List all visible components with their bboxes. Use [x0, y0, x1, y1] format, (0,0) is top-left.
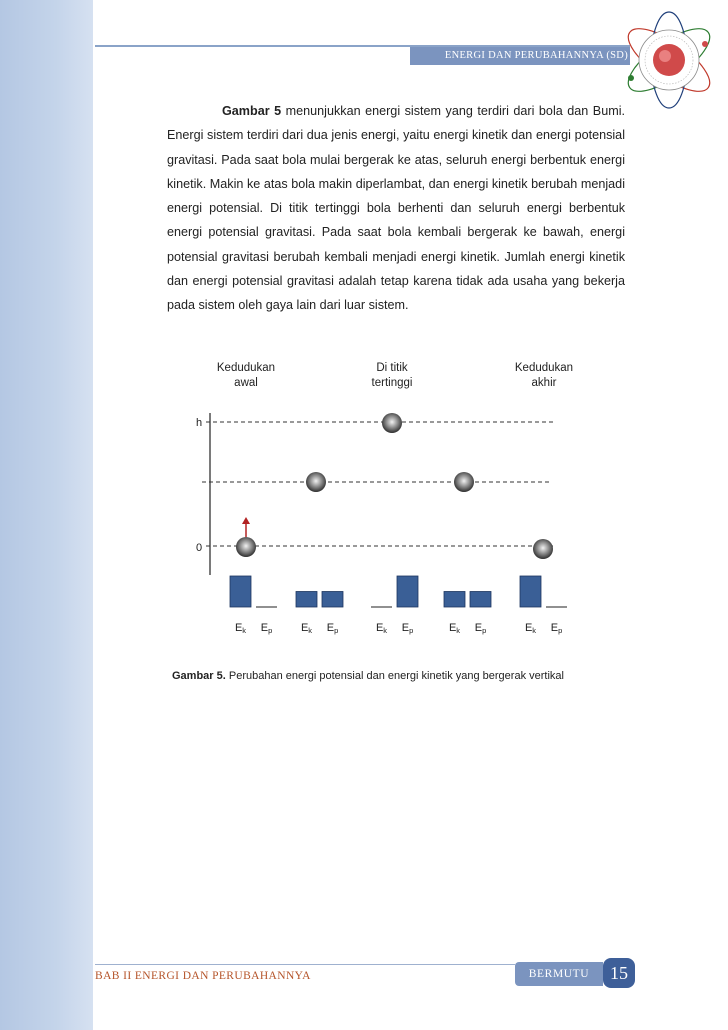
- energy-label-ep-3: Ep: [401, 622, 414, 635]
- energy-label-ep-5: Ep: [550, 622, 563, 635]
- energy-bar-ep-3: [397, 576, 418, 607]
- side-decoration-strip: [0, 0, 93, 1030]
- energy-label-ek-2: Ek: [300, 622, 313, 635]
- energy-label-ep-2: Ep: [326, 622, 339, 635]
- page-number: 15: [610, 963, 628, 983]
- atom-seal-logo: [617, 8, 721, 112]
- energy-bar-ek-1: [230, 576, 251, 607]
- running-header-title: ENERGI DAN PERUBAHANNYA (SD): [444, 50, 628, 61]
- energy-bar-ek-5: [520, 576, 541, 607]
- caption-label: Gambar 5.: [172, 670, 226, 682]
- ball-rising: [306, 472, 326, 492]
- energy-bar-ep-4: [470, 592, 491, 608]
- footer-chapter-title: BAB II ENERGI DAN PERUBAHANNYA: [95, 970, 311, 982]
- footer-badge-label: BERMUTU: [528, 968, 590, 980]
- figure-caption: [172, 669, 632, 683]
- energy-label-ek-4: Ek: [448, 622, 461, 635]
- axis-label-h: h: [196, 417, 203, 429]
- energy-bar-ek-2: [296, 592, 317, 608]
- axis-label-zero: 0: [196, 542, 203, 554]
- position-label-end-line2: akhir: [531, 377, 557, 389]
- ball-end: [533, 539, 553, 559]
- paragraph-lead: Gambar 5: [222, 104, 282, 118]
- energy-bar-ek-4: [444, 592, 465, 608]
- velocity-arrow: [242, 517, 250, 537]
- energy-label-ek-3: Ek: [375, 622, 388, 635]
- body-paragraph: [167, 99, 625, 318]
- energy-bar-ep-2: [322, 592, 343, 608]
- energy-label-ep-1: Ep: [260, 622, 273, 635]
- position-label-start-line1: Kedudukan: [216, 362, 276, 374]
- ball-highest: [382, 413, 402, 433]
- caption-text: Perubahan energi potensial dan energi kinetik yang bergerak vertikal: [225, 670, 564, 682]
- position-label-start-line2: awal: [234, 377, 258, 389]
- energy-label-ep-4: Ep: [474, 622, 487, 635]
- ball-start: [236, 537, 256, 557]
- position-label-top-line2: tertinggi: [371, 377, 413, 389]
- position-label-end-line1: Kedudukan: [514, 362, 574, 374]
- position-label-top-line1: Di titik: [376, 362, 408, 374]
- energy-label-ek-5: Ek: [524, 622, 537, 635]
- footer-rule: [95, 964, 515, 965]
- paragraph-text: menunjukkan energi sistem yang terdiri dari bola dan Bumi. Energi sistem terdiri dari dua jenis energi, yaitu energi kinetik dan energi potensial gravitasi. Pada saat bola mulai bergerak ke atas, seluruh energi berbentuk energi kinetik. Makin ke atas bola makin diperlambat, dan energi kinetik berubah menjadi energi potensial. Di titik tertinggi bola berhenti dan seluruh energi berbentuk energi potensial gravitasi. Pada saat bola kembali bergerak ke bawah, energi potensial gravitasi berubah kembali menjadi energi kinetik. Jumlah energi kinetik dan energi potensial gravitasi adalah tetap karena tidak ada usaha yang bekerja pada sistem oleh gaya lain dari luar sistem.: [167, 104, 626, 313]
- energy-label-ek-1: Ek: [234, 622, 247, 635]
- ball-falling: [454, 472, 474, 492]
- energy-diagram: [160, 355, 630, 655]
